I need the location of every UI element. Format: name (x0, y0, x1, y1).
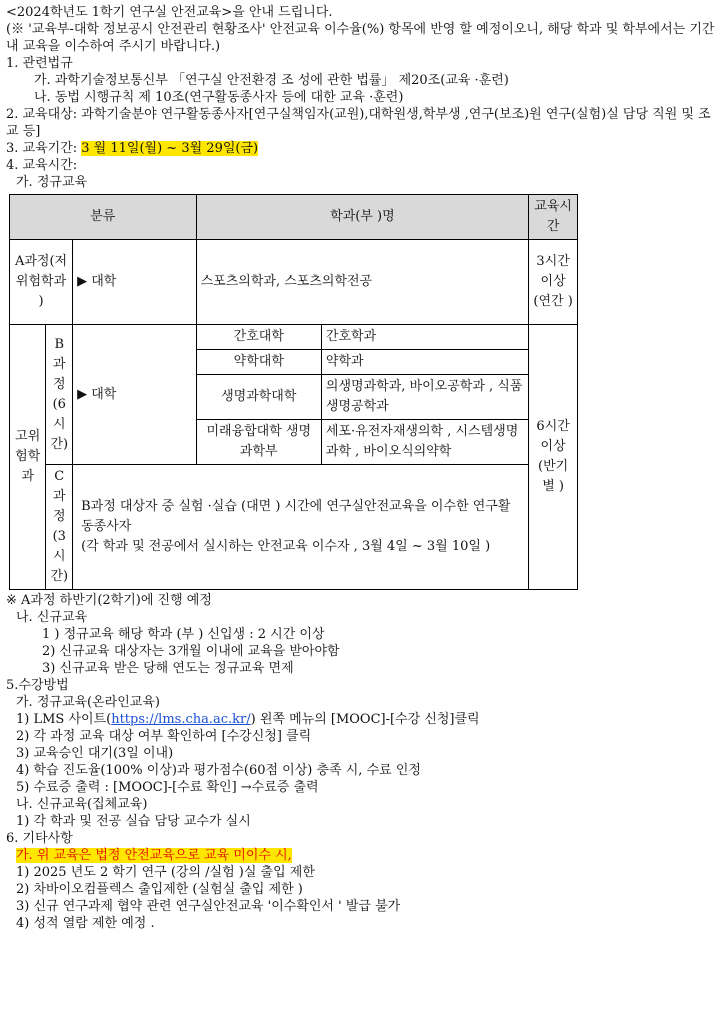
course-c-label: C과정(3시간) (46, 465, 73, 590)
course-c-desc (73, 465, 529, 590)
document-title: <2024학년도 1학기 연구실 안전교육>을 안내 드립니다. (6, 5, 333, 20)
course-a-dept: 스포츠의학과, 스포츠의학전공 (196, 240, 529, 325)
list-item: 3) 신규교육 받은 당해 연도는 정규교육 면제 (42, 661, 294, 676)
period-highlight: 3 월 11일(월) ~ 3월 29일(금) (81, 141, 259, 156)
section-3-period (6, 140, 719, 157)
lms-step-post: ) 왼쪽 메뉴의 [MOOC]-[수강 신청]클릭 (250, 712, 480, 727)
dept-cell: 간호학과 (321, 325, 528, 350)
list-item: 5) 수료증 출력 : [MOOC]-[수료 확인] →수료증 출력 (16, 780, 319, 795)
dept-cell: 의생명과학과, 바이오공학과 , 식품생명공학과 (321, 375, 528, 420)
college-cell: 약학대학 (196, 350, 321, 375)
lms-link[interactable]: https://lms.cha.ac.kr/ (111, 712, 251, 727)
section-4-heading: 4. 교육시간: (6, 158, 78, 173)
section-2-target: 2. 교육대상: 과학기술분야 연구활동종사자[연구실책임자(교원),대학원생,학부생 ,연구(보조)원 연구(실험)실 담당 직원 및 조교 등] (6, 107, 711, 139)
header-time: 교육시간 (529, 195, 578, 240)
table-row-c (10, 465, 578, 590)
section-5-heading: 5.수강방법 (6, 678, 69, 693)
college-cell: 미래융합대학 생명과학부 (196, 420, 321, 465)
course-a-univ: ▶ 대학 (73, 240, 197, 325)
list-item: 4) 성적 열람 제한 예정 . (16, 916, 155, 931)
warning-line (6, 847, 719, 864)
course-c-note: (각 학과 및 전공에서 실시하는 안전교육 이수자 , 3월 4일 ~ 3월 10일 ) (81, 539, 491, 554)
new-education-heading: 나. 신규교육 (16, 610, 88, 625)
table-row-a (10, 240, 578, 325)
list-item: 3) 신규 연구과제 협약 관련 연구실안전교육 '이수확인서 ' 발급 불가 (16, 899, 401, 914)
course-b-univ: ▶ 대학 (73, 325, 197, 465)
course-b-label: B과정(6시간) (46, 325, 73, 465)
list-item: 1 ) 정규교육 해당 학과 (부 ) 신입생 : 2 시간 이상 (42, 627, 325, 642)
list-item: 1) 2025 년도 2 학기 연구 (강의 /실험 )실 출입 제한 (16, 865, 315, 880)
law-item-b: 나. 동법 시행규칙 제 10조(연구활동종사자 등에 대한 교육 ·훈련) (34, 90, 404, 105)
lms-step (6, 711, 719, 728)
high-risk-label: 고위험학과 (10, 325, 46, 590)
intro-note: (※ '교육부-대학 정보공시 안전관리 현황조사' 안전교육 이수율(%) 항목에 반영 할 예정이오니, 해당 학과 및 학부에서는 기간 내 교육을 이수하여 주시기 바랍니다.) (6, 22, 715, 54)
dept-cell: 세포·유전자재생의학 , 시스템생명과학 , 바이오식의약학 (321, 420, 528, 465)
header-class: 분류 (10, 195, 197, 240)
list-item: 2) 신규교육 대상자는 3개월 이내에 교육을 받아야함 (42, 644, 340, 659)
course-a-time: 3시간 이상 (연간 ) (529, 240, 578, 325)
lms-step-pre: 1) LMS 사이트( (16, 712, 112, 727)
list-item: 1) 각 학과 및 전공 실습 담당 교수가 실시 (16, 814, 251, 829)
note-course-a: ※ A과정 하반기(2학기)에 진행 예정 (6, 593, 212, 608)
dept-cell: 약학과 (321, 350, 528, 375)
list-item: 2) 차바이오컴플렉스 출입제한 (실험실 출입 제한 ) (16, 882, 303, 897)
course-a-label: A과정(저위험학과 ) (10, 240, 73, 325)
section-1-heading: 1. 관련법규 (6, 56, 73, 71)
period-label: 3. 교육기간: (6, 141, 82, 156)
college-cell: 생명과학대학 (196, 375, 321, 420)
course-bc-time: 6시간 이상 (반기별 ) (529, 325, 578, 590)
online-education-heading: 가. 정규교육(온라인교육) (16, 695, 160, 710)
group-education-heading: 나. 신규교육(집체교육) (16, 797, 148, 812)
education-table (9, 194, 578, 590)
table-header-row (10, 195, 578, 240)
course-c-text: B과정 대상자 중 실험 ·실습 (대면 ) 시간에 연구실안전교육을 이수한 연구활동종사자 (81, 499, 511, 534)
section-6-heading: 6. 기타사항 (6, 831, 73, 846)
list-item: 3) 교육승인 대기(3일 이내) (16, 746, 174, 761)
law-item-a: 가. 과학기술정보통신부 「연구실 안전환경 조 성에 관한 법률」 제20조(교육 ·훈련) (34, 73, 509, 88)
regular-education-heading: 가. 정규교육 (16, 175, 88, 190)
header-dept: 학과(부 )명 (196, 195, 529, 240)
college-cell: 간호대학 (196, 325, 321, 350)
table-row-b1 (10, 325, 578, 350)
list-item: 4) 학습 진도율(100% 이상)과 평가점수(60점 이상) 충족 시, 수료 인정 (16, 763, 421, 778)
list-item: 2) 각 과정 교육 대상 여부 확인하여 [수강신청] 클릭 (16, 729, 312, 744)
warning-highlight: 가. 위 교육은 법정 안전교육으로 교육 미이수 시, (16, 848, 292, 863)
